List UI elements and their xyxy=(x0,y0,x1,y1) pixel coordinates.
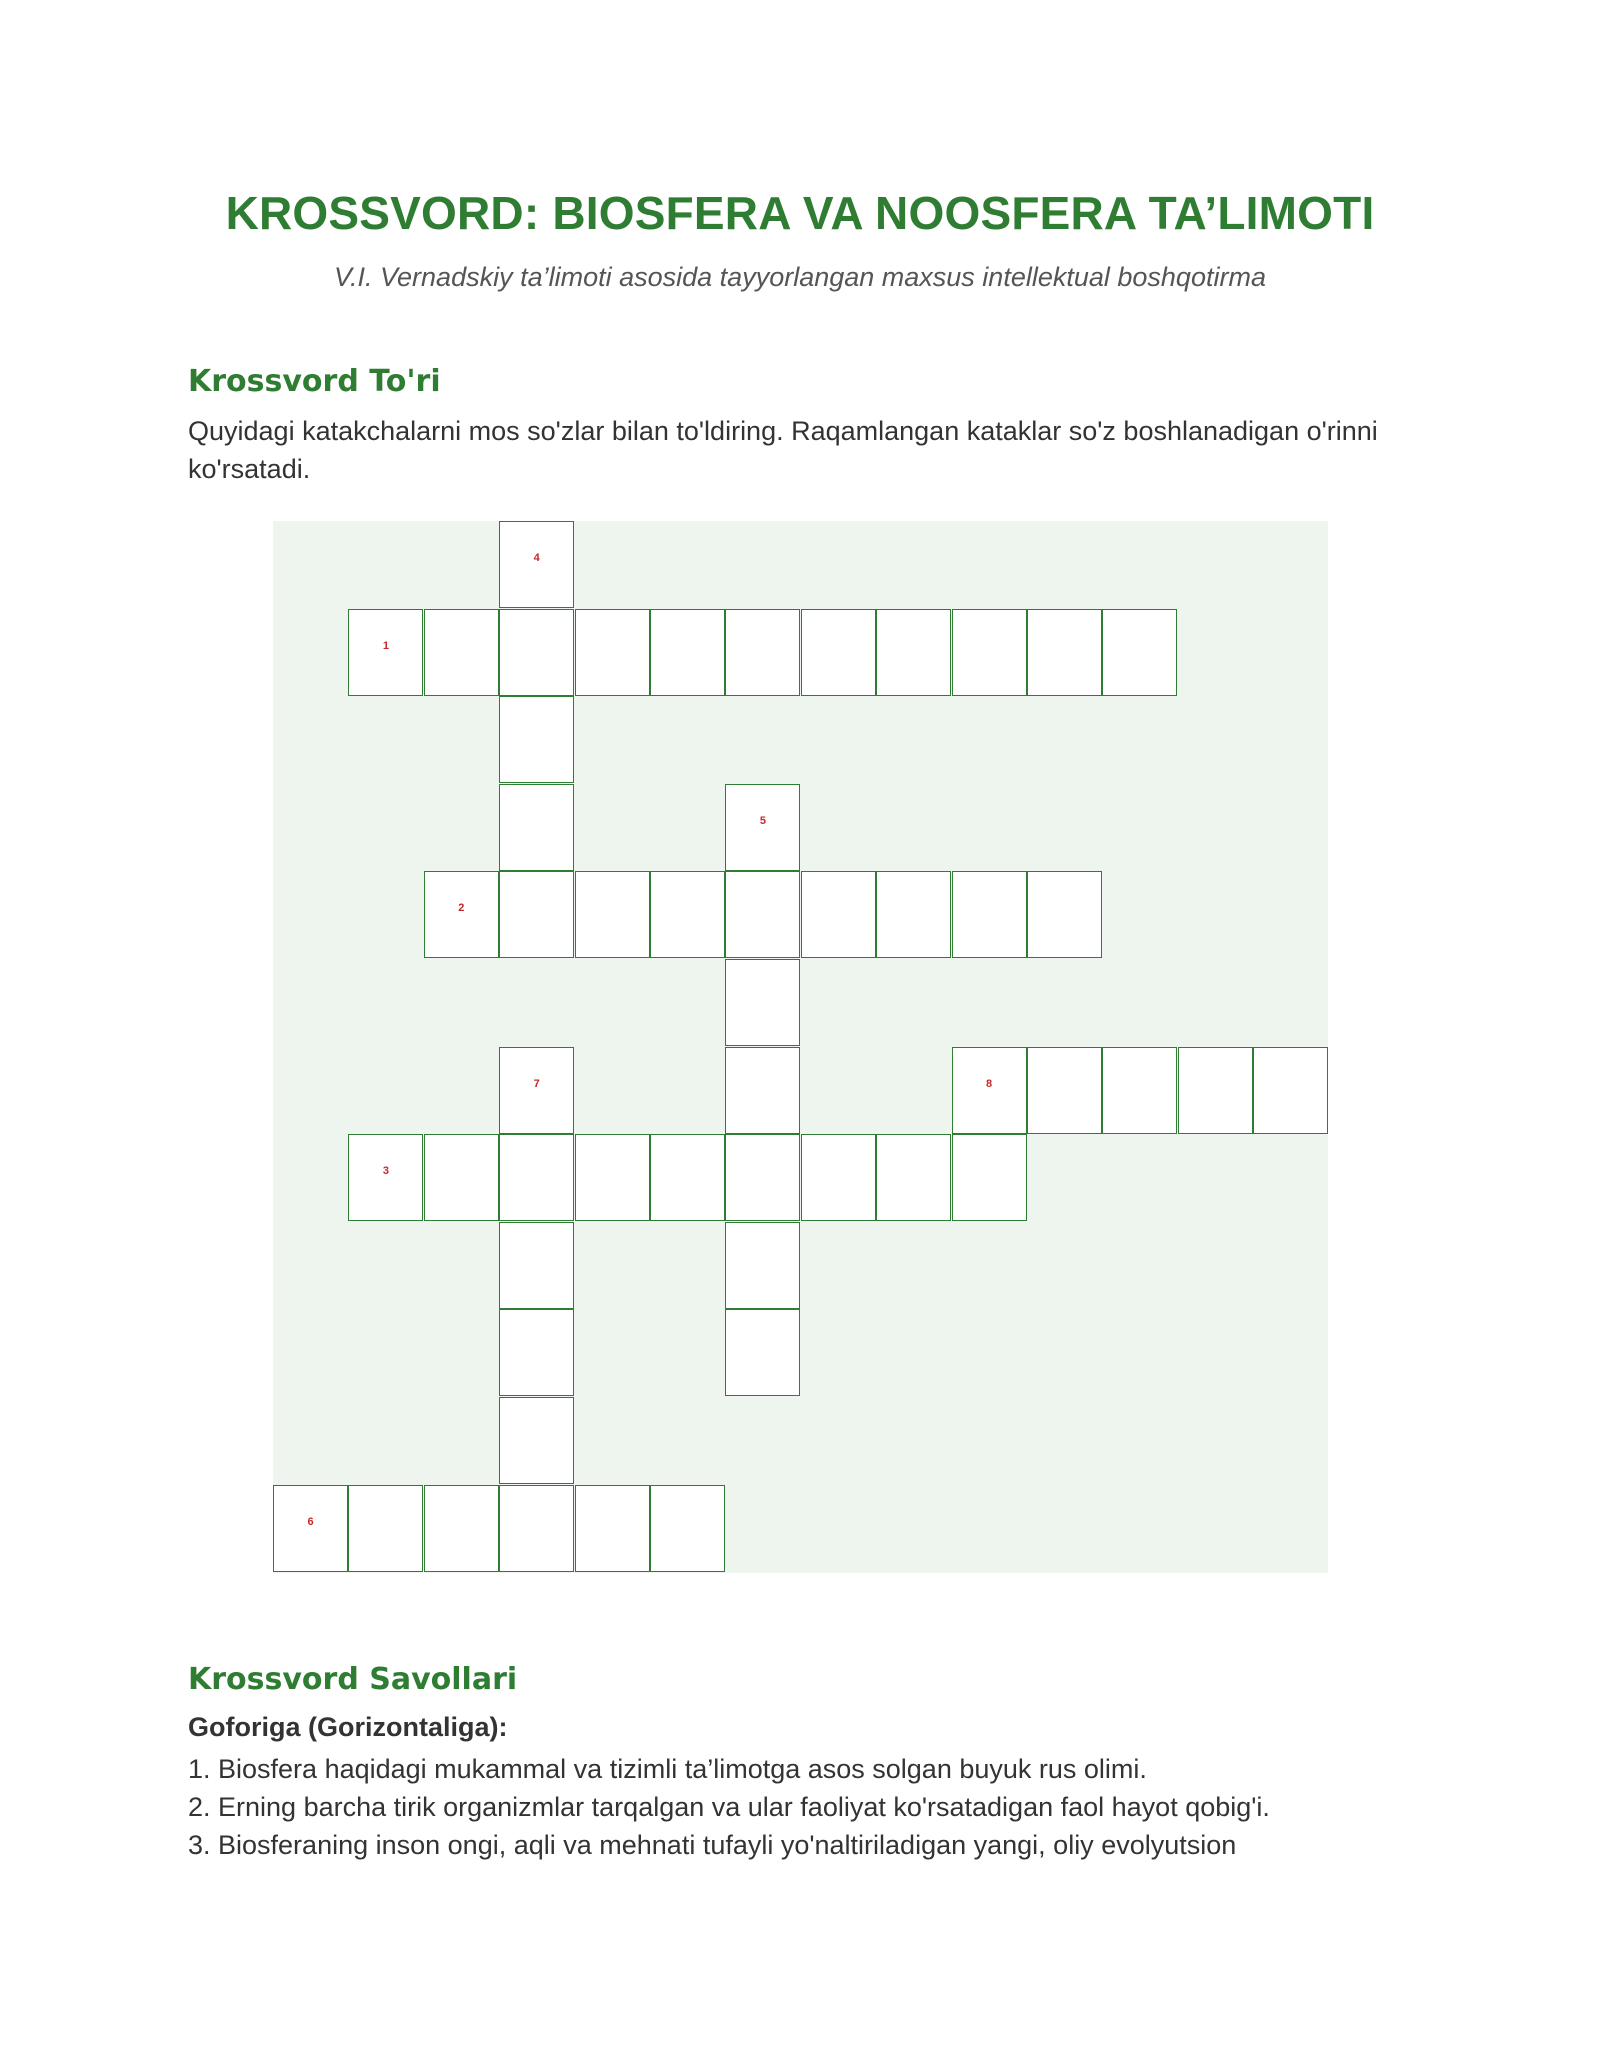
crossword-cell[interactable] xyxy=(273,1485,348,1572)
crossword-cell[interactable] xyxy=(424,1134,499,1221)
crossword-cell[interactable] xyxy=(424,1485,499,1572)
crossword-cell[interactable] xyxy=(499,1047,574,1134)
crossword-cell[interactable] xyxy=(650,609,725,696)
crossword-cell[interactable] xyxy=(725,609,800,696)
crossword-cell[interactable] xyxy=(725,959,800,1046)
crossword-cell[interactable] xyxy=(499,1397,574,1484)
page-subtitle: V.I. Vernadskiy ta’limoti asosida tayyorlangan maxsus intellektual boshqotirma xyxy=(334,262,1266,292)
crossword-cell[interactable] xyxy=(952,871,1027,958)
crossword-cell[interactable] xyxy=(348,1485,423,1572)
crossword-cell[interactable] xyxy=(424,609,499,696)
cell-number-6: 6 xyxy=(307,1515,314,1528)
crossword-cell[interactable] xyxy=(424,871,499,958)
crossword-cell[interactable] xyxy=(650,871,725,958)
crossword-cell[interactable] xyxy=(650,1134,725,1221)
crossword-cell[interactable] xyxy=(1027,1047,1102,1134)
crossword-cell[interactable] xyxy=(1102,1047,1177,1134)
cell-number-2: 2 xyxy=(458,902,465,915)
crossword-cell[interactable] xyxy=(725,1222,800,1309)
crossword-cell[interactable] xyxy=(952,1047,1027,1134)
crossword-cell[interactable] xyxy=(1102,609,1177,696)
crossword-cell[interactable] xyxy=(801,609,876,696)
across-clues-heading: Goforiga (Gorizontaliga): xyxy=(188,1712,508,1742)
crossword-cell[interactable] xyxy=(1178,1047,1253,1134)
clue-across-2: 2. Erning barcha tirik organizmlar tarqalgan va ular faoliyat ko'rsatadigan faol hayot qobig'i. xyxy=(188,1792,1270,1822)
crossword-cell[interactable] xyxy=(499,1222,574,1309)
crossword-cell[interactable] xyxy=(801,871,876,958)
crossword-cell[interactable] xyxy=(801,1134,876,1221)
grid-instructions: Quyidagi katakchalarni mos so'zlar bilan to'ldiring. Raqamlangan kataklar so'z boshlanadigan o'rinni ko'rsatadi. xyxy=(188,416,1378,484)
crossword-cell[interactable] xyxy=(575,609,650,696)
crossword-cell[interactable] xyxy=(876,609,951,696)
crossword-cell[interactable] xyxy=(725,1134,800,1221)
cell-number-4: 4 xyxy=(533,552,540,564)
crossword-cell[interactable] xyxy=(725,1047,800,1134)
crossword-cell[interactable] xyxy=(575,871,650,958)
crossword-cell[interactable] xyxy=(499,871,574,958)
crossword-cell[interactable] xyxy=(348,1134,423,1221)
crossword-cell[interactable] xyxy=(952,1134,1027,1221)
grid-section-heading: Krossvord To'ri xyxy=(188,364,441,399)
cell-number-5: 5 xyxy=(759,814,766,827)
crossword-cell[interactable] xyxy=(725,1309,800,1396)
crossword-cell[interactable] xyxy=(499,784,574,871)
crossword-cell[interactable] xyxy=(1027,871,1102,958)
crossword-cell[interactable] xyxy=(499,1309,574,1396)
crossword-cell[interactable] xyxy=(499,609,574,696)
cell-number-1: 1 xyxy=(382,639,389,652)
cell-number-7: 7 xyxy=(533,1077,540,1090)
crossword-cell[interactable] xyxy=(575,1485,650,1572)
across-clue-list xyxy=(188,1750,1488,1864)
clue-across-1: 1. Biosfera haqidagi mukammal va tizimli ta’limotga asos solgan buyuk rus olimi. xyxy=(188,1754,1147,1784)
cell-number-3: 3 xyxy=(382,1165,389,1178)
crossword-cell[interactable] xyxy=(499,1134,574,1221)
crossword-cell[interactable] xyxy=(876,871,951,958)
crossword-cell[interactable] xyxy=(876,1134,951,1221)
crossword-cell[interactable] xyxy=(1027,609,1102,696)
clue-across-3: 3. Biosferaning inson ongi, aqli va mehnati tufayli yo'naltiriladigan yangi, oliy evolyutsion xyxy=(188,1830,1237,1860)
crossword-cell[interactable] xyxy=(650,1485,725,1572)
crossword-cell[interactable] xyxy=(499,696,574,783)
crossword-cell[interactable] xyxy=(725,784,800,871)
crossword-cell[interactable] xyxy=(499,1485,574,1572)
clues-section-heading: Krossvord Savollari xyxy=(188,1662,518,1697)
crossword-cell[interactable] xyxy=(499,521,574,608)
crossword-cell[interactable] xyxy=(1253,1047,1328,1134)
crossword-cell[interactable] xyxy=(348,609,423,696)
crossword-cell[interactable] xyxy=(952,609,1027,696)
crossword-cell[interactable] xyxy=(725,871,800,958)
page-title: KROSSVORD: BIOSFERA VA NOOSFERA TA’LIMOTI xyxy=(225,187,1375,239)
crossword-grid xyxy=(273,521,1328,1573)
cell-number-8: 8 xyxy=(986,1077,993,1090)
crossword-cell[interactable] xyxy=(575,1134,650,1221)
